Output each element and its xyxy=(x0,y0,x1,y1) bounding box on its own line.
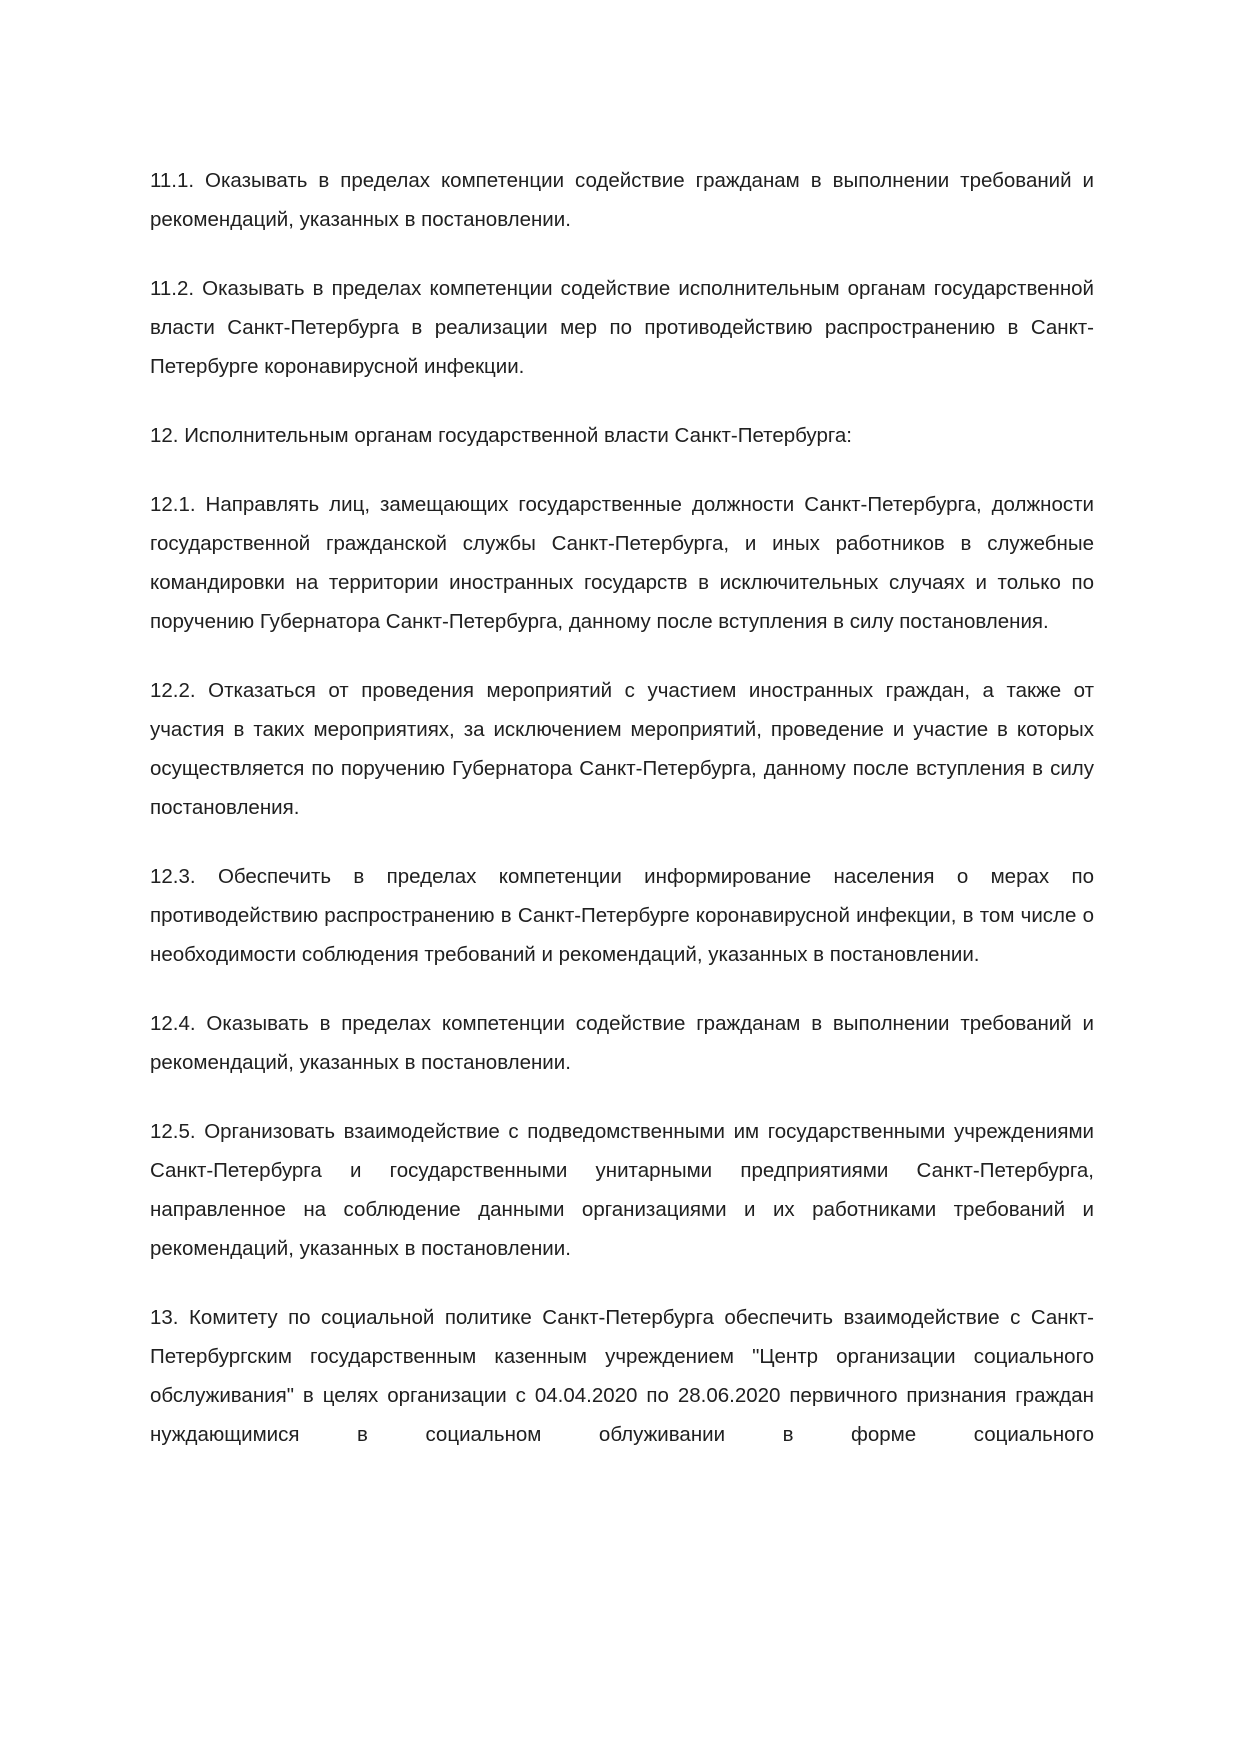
document-body xyxy=(150,161,1094,1484)
paragraph-12: 12. Исполнительным органам государственной власти Санкт-Петербурга: xyxy=(150,424,852,447)
paragraph-12-1: 12.1. Направлять лиц, замещающих государственные должности Санкт-Петербурга, должности государственной гражданской службы Санкт-Петербурга, и иных работников в служебные командировки на территории иностранных государств в исключительных случаях и только по поручению Губернатора Санкт-Петербурга, данному после вступления в силу постановления. xyxy=(150,493,1094,633)
paragraph-11-1: 11.1. Оказывать в пределах компетенции содействие гражданам в выполнении требований и рекомендаций, указанных в постановлении. xyxy=(150,169,1094,231)
paragraph-13: 13. Комитету по социальной политике Санкт-Петербурга обеспечить взаимодействие с Санкт-Петербургским государственным казенным учреждением "Центр организации социального обслуживания" в целях организации с 04.04.2020 по 28.06.2020 первичного признания граждан нуждающимися в социальном облуживании в форме социального xyxy=(150,1306,1094,1446)
paragraph-11-2: 11.2. Оказывать в пределах компетенции содействие исполнительным органам государственной власти Санкт-Петербурга в реализации мер по противодействию распространению в Санкт-Петербурге коронавирусной инфекции. xyxy=(150,277,1094,378)
paragraph-12-2: 12.2. Отказаться от проведения мероприятий с участием иностранных граждан, а также от участия в таких мероприятиях, за исключением мероприятий, проведение и участие в которых осуществляется по поручению Губернатора Санкт-Петербурга, данному после вступления в силу постановления. xyxy=(150,679,1094,819)
paragraph-12-4: 12.4. Оказывать в пределах компетенции содействие гражданам в выполнении требований и рекомендаций, указанных в постановлении. xyxy=(150,1012,1094,1074)
paragraph-12-5: 12.5. Организовать взаимодействие с подведомственными им государственными учреждениями Санкт-Петербурга и государственными унитарными предприятиями Санкт-Петербурга, направленное на соблюдение данными организациями и их работниками требований и рекомендаций, указанных в постановлении. xyxy=(150,1120,1094,1260)
paragraph-12-3: 12.3. Обеспечить в пределах компетенции информирование населения о мерах по противодействию распространению в Санкт-Петербурге коронавирусной инфекции, в том числе о необходимости соблюдения требований и рекомендаций, указанных в постановлении. xyxy=(150,865,1094,966)
